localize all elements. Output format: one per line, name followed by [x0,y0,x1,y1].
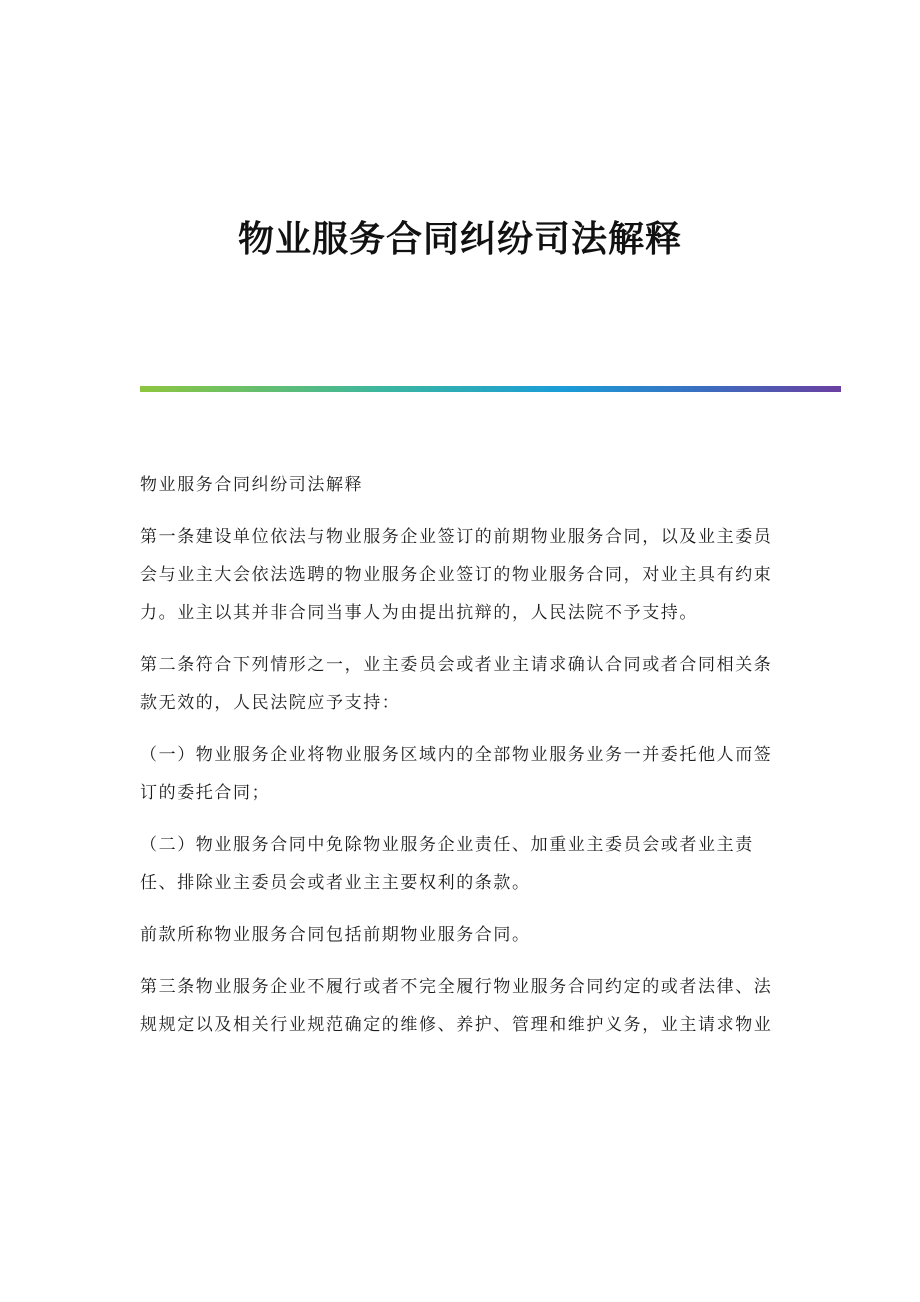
paragraph-article-1: 第一条建设单位依法与物业服务企业签订的前期物业服务合同，以及业主委员会与业主大会依法选聘的物业服务企业签订的物业服务合同，对业主具有约束力。业主以其并非合同当事人为由提出抗辩的，人民法院不予支持。 [140,527,773,623]
paragraph-note: 前款所称物业服务合同包括前期物业服务合同。 [140,925,531,945]
document-body [140,466,790,1058]
paragraph-heading: 物业服务合同纠纷司法解释 [140,475,364,495]
paragraph-article-2: 第二条符合下列情形之一，业主委员会或者业主请求确认合同或者合同相关条款无效的，人民法院应予支持： [140,655,773,713]
paragraph-item-1: （一）物业服务企业将物业服务区域内的全部物业服务业务一并委托他人而签订的委托合同； [140,745,773,803]
paragraph-article-3: 第三条物业服务企业不履行或者不完全履行物业服务合同约定的或者法律、法规规定以及相关行业规范确定的维修、养护、管理和维护义务，业主请求物业 [140,977,773,1035]
title-divider [140,386,841,392]
paragraph-item-2: （二）物业服务合同中免除物业服务企业责任、加重业主委员会或者业主责任、排除业主委员会或者业主主要权利的条款。 [140,835,754,893]
document-title: 物业服务合同纠纷司法解释 [237,218,682,260]
